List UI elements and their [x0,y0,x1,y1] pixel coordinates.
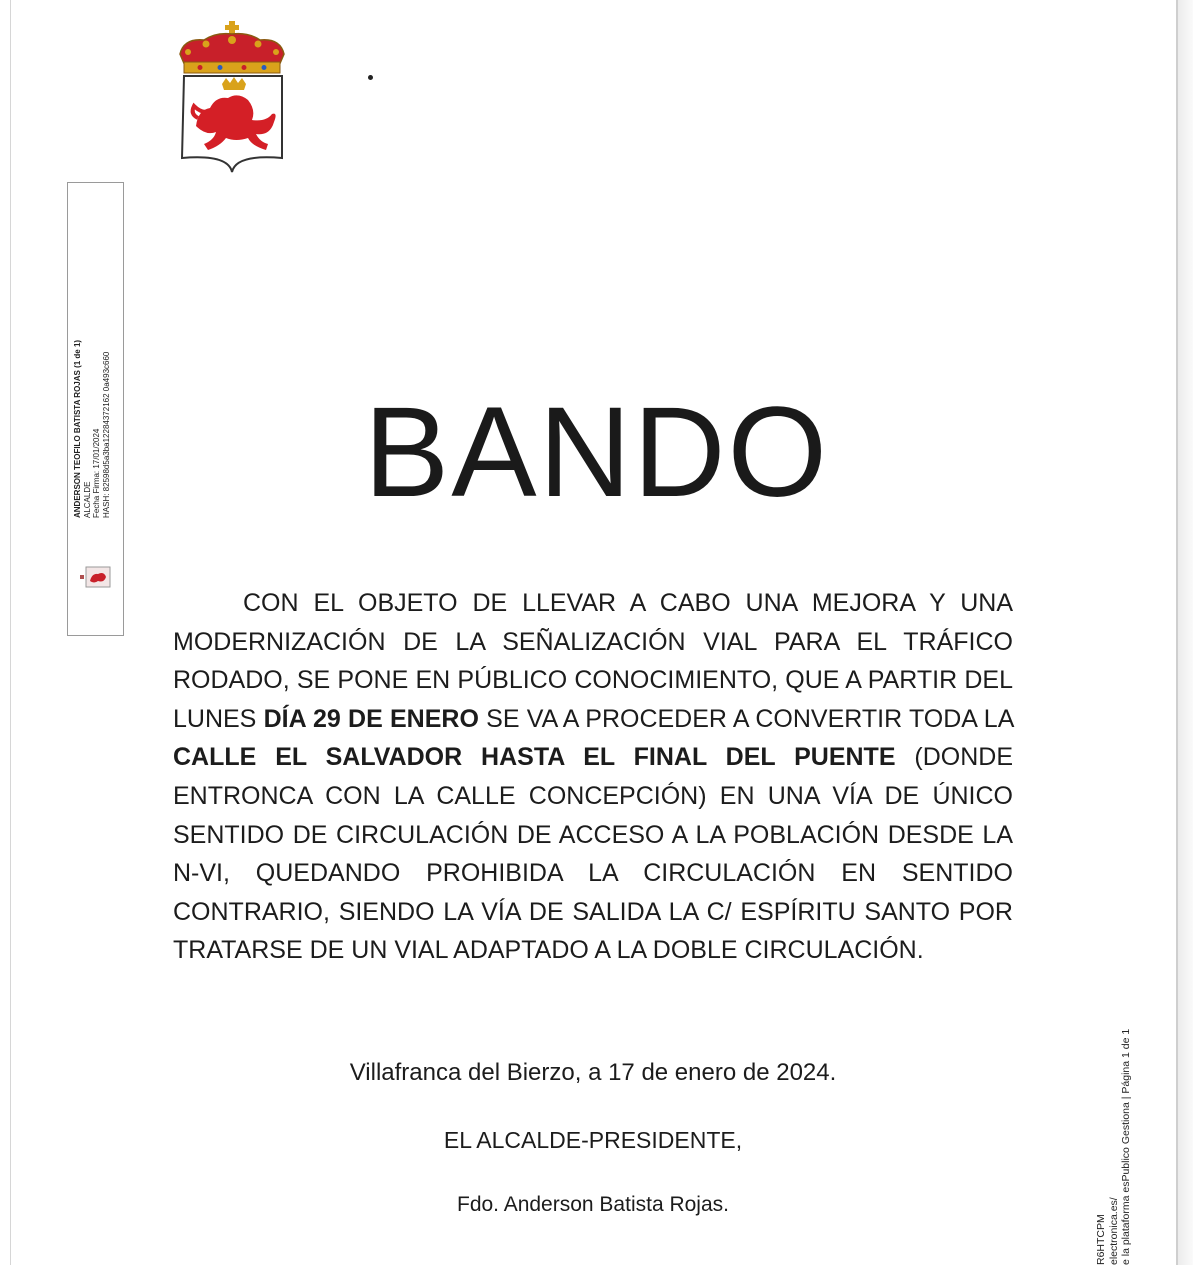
paragraph-bold-street: CALLE EL SALVADOR HASTA EL FINAL DEL PUENTE [173,743,896,772]
paragraph-text: CON EL OBJETO DE LLEVAR A CABO UNA MEJORA Y UNA MODERNIZACIÓN DE LA SEÑALIZACIÓN VIAL PARA EL TRÁFICO RODADO, SE PONE EN PÚBLICO CONOCIMIENTO, QUE A PARTIR DEL LUNES [173,589,1013,733]
side-margin-text [1095,965,1133,1265]
platform-page-info: e la plataforma esPublico Gestiona | Página 1 de 1 [1120,1028,1132,1265]
scan-dot [368,75,373,80]
paragraph-text: SE VA A PROCEDER A CONVERTIR TODA LA [478,704,1013,733]
place-date: Villafranca del Bierzo, a 17 de enero de 2024. [349,1059,837,1086]
signature-seal-icon [78,565,116,589]
signature-hash: HASH: 82598d5a3ba12284372162 0a493c660 [101,351,111,518]
verification-code: R6HTCPM [1095,1214,1107,1265]
signature-role: ALCALDE [82,481,92,518]
signer-name: Fdo. Anderson Batista Rojas. [457,1193,729,1216]
document-title: BANDO [363,381,830,524]
paragraph-bold-date: DÍA 29 DE ENERO [263,704,479,733]
signature-date: Fecha Firma: 17/01/2024 [92,428,101,518]
paragraph-text: (DONDE ENTRONCA CON LA CALLE CONCEPCIÓN) EN UNA VÍA DE ÚNICO SENTIDO DE CIRCULACIÓN DE ACCESO A LA POBLACIÓN DESDE LA N-VI, QUEDANDO PROHIBIDA LA CIRCULACIÓN EN SENTIDO CONTRARIO, SIENDO LA VÍA DE SALIDA LA C/ ESPÍRITU SANTO POR TRATARSE DE UN VIAL ADAPTADO A LA DOBLE CIRCULACIÓN. [173,743,1013,965]
signature-signer: ANDERSON TEOFILO BATISTA ROJAS (1 de 1) [73,339,82,518]
notice-paragraph [173,584,1013,970]
coat-of-arms-icon [176,18,288,174]
signer-role: EL ALCALDE-PRESIDENTE, [443,1127,743,1153]
verification-url: electronica.es/ [1107,1197,1120,1265]
